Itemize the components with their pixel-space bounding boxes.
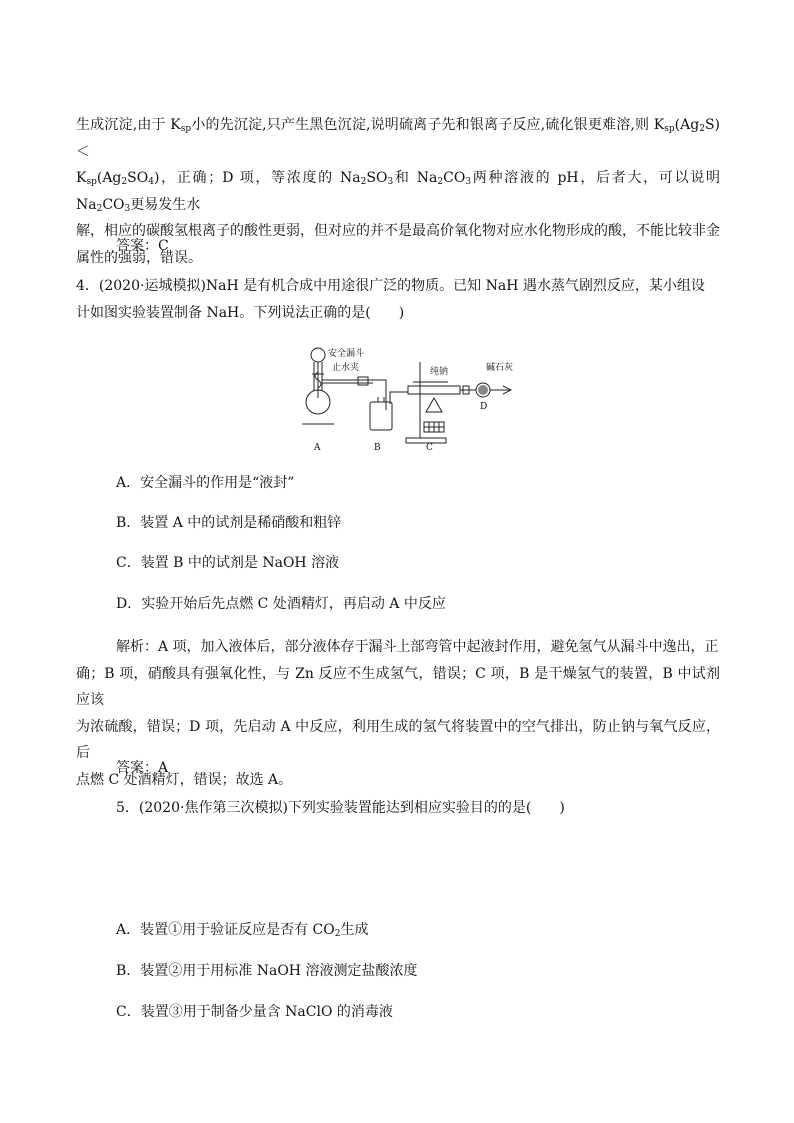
label-safety-funnel: 安全漏斗	[328, 349, 365, 359]
answer-3: 答案：C	[116, 238, 169, 254]
answer-4: 答案：A	[116, 760, 169, 776]
label-A: A	[314, 443, 321, 453]
q5-option-b: B．装置②用于用标准 NaOH 溶液测定盐酸浓度	[116, 963, 418, 979]
label-D: D	[480, 402, 488, 412]
prev-solution-text: 生成沉淀,由于 $K_{sp}$小的先沉淀,只产生黑色沉淀,说明硫离子先和银离子反应,硫化银更难溶,则 $K_{sp}(Ag_2S)<$ $K_{sp}(Ag_2SO_4)$，正确；D 项，等浓度的 $Na_2SO_3$和 $Na_2CO_3$两种溶液的 pH，后者大，可以说明 $Na_2CO_3$更易发生水 解，相应的碳酸氢根离子的酸性更弱，但对应的并不是最高价氧化物对应水化物形成的酸，不能比较非金 属性的强弱，错误。	[76, 117, 721, 266]
label-sodium: 纯钠	[430, 367, 449, 377]
q4-option-c: C．装置 B 中的试剂是 NaOH 溶液	[116, 555, 340, 571]
q4-option-d: D．实验开始后先点燃 C 处酒精灯，再启动 A 中反应	[116, 596, 446, 612]
q5-option-a: A．装置①用于验证反应是否有 $CO_2$生成	[116, 922, 369, 939]
q4-stem: 4．(2020·运城模拟)NaH 是有机合成中用途很广泛的物质。已知 NaH 遇水蒸气剧烈反应，某小组设 计如图实验装置制备 NaH。下列说法正确的是( )	[76, 278, 705, 321]
label-clamp: 止水夹	[332, 363, 360, 373]
apparatus-diagram	[298, 342, 530, 460]
q5-stem: 5．(2020·焦作第三次模拟)下列实验装置能达到相应实验目的的是( )	[116, 800, 565, 816]
label-B: B	[374, 443, 381, 453]
label-C: C	[426, 443, 433, 453]
q4-option-a: A．安全漏斗的作用是“液封”	[116, 475, 295, 491]
label-soda-lime: 碱石灰	[486, 363, 514, 373]
q5-option-c: C．装置③用于制备少量含 NaClO 的消毒液	[116, 1004, 393, 1020]
q4-option-b: B．装置 A 中的试剂是稀硝酸和粗锌	[116, 515, 342, 531]
apparatus-svg	[298, 342, 530, 460]
q4-analysis: 解析：A 项，加入液体后，部分液体存于漏斗上部弯管中起液封作用，避免氢气从漏斗中逸出，正 确；B 项，硝酸具有强氧化性，与 Zn 反应不生成氢气，错误；C 项，B 是干燥氢气的装置，B 中试剂应该 为浓硫酸，错误；D 项，先启动 A 中反应，利用生成的氢气将装置中的空气排出，防止钠与氧气反应，后 点燃 C 处酒精灯，错误；故选 A。	[76, 639, 720, 788]
